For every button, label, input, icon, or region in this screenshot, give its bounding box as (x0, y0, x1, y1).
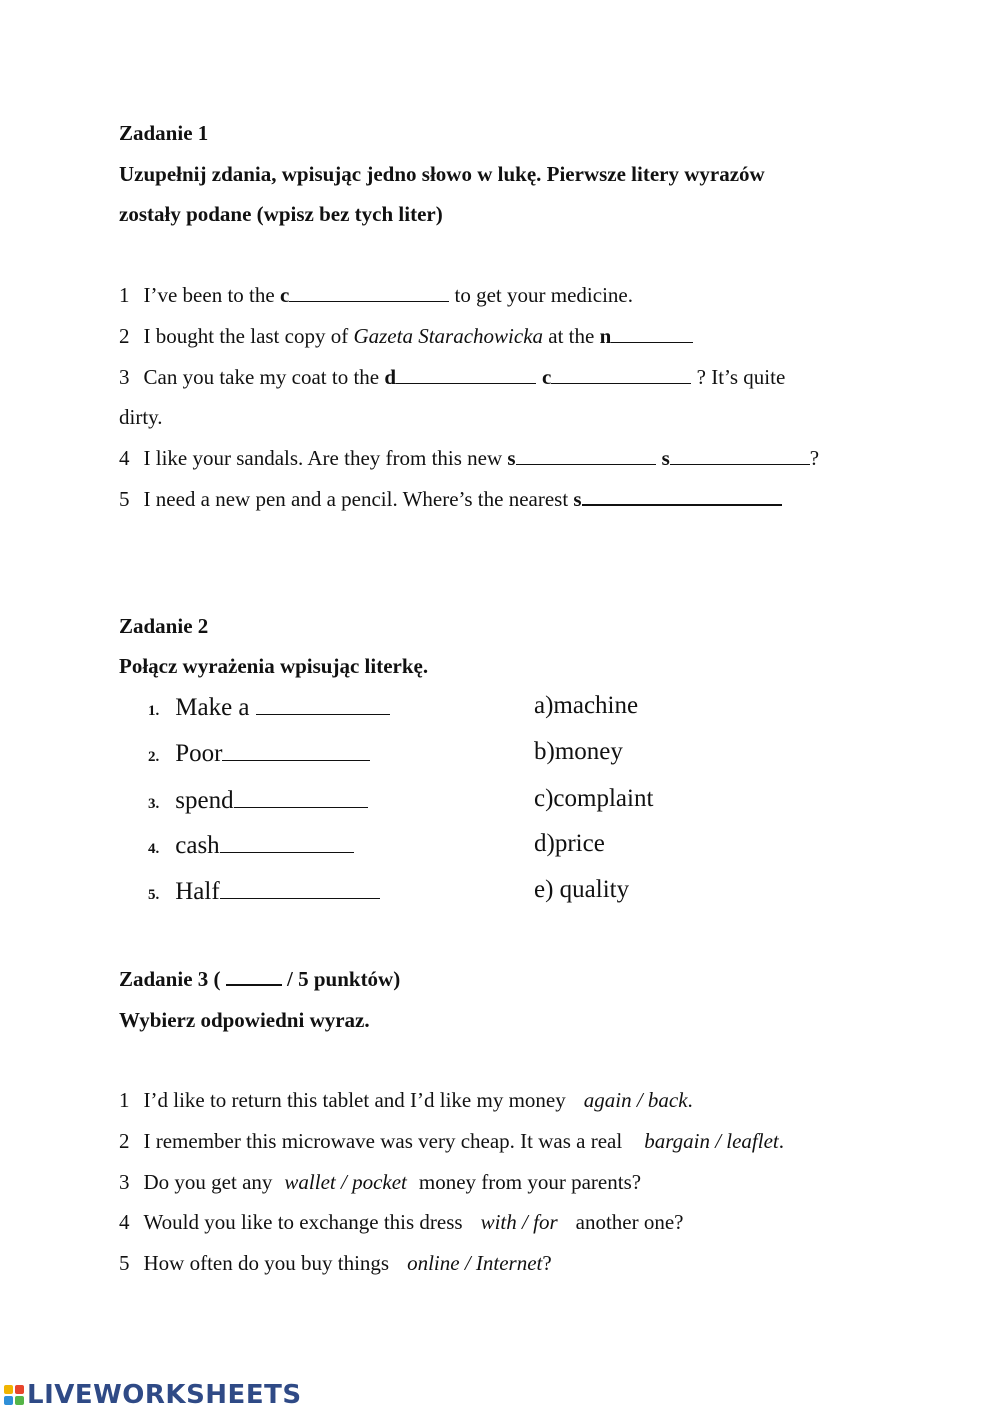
task3-sentence-3: 3 Do you get any wallet / pocket money from your parents? (119, 1170, 642, 1194)
task3-title: Zadanie 3 ( / 5 punktów) (119, 967, 401, 991)
choice-option[interactable]: online / Internet (407, 1251, 543, 1275)
gap-blank[interactable] (256, 713, 390, 715)
task1-sentence-5: 5 I need a new pen and a pencil. Where’s the nearest s (119, 487, 782, 512)
task1-sentence-2: 2 I bought the last copy of Gazeta Starachowicka at the n (119, 324, 693, 349)
task2-instruction: Połącz wyrażenia wpisując literkę. (119, 654, 429, 678)
task2-right-item-b: b)money (534, 738, 623, 765)
choice-option[interactable]: again / back (583, 1088, 688, 1112)
score-blank[interactable] (226, 983, 282, 986)
task3-sentence-4: 4 Would you like to exchange this dress with / for another one? (119, 1210, 684, 1234)
choice-option[interactable]: wallet / pocket (284, 1170, 407, 1194)
gap-blank[interactable] (551, 382, 691, 384)
brand-name: LIVEWORKSHEETS (27, 1380, 302, 1410)
task1-sentence-1: 1 I’ve been to the c to get your medicine. (119, 283, 633, 307)
gap-blank[interactable] (582, 503, 782, 506)
liveworksheets-logo[interactable] (4, 1382, 302, 1408)
task2-right-item-c: c)complaint (534, 785, 654, 812)
task2-title: Zadanie 2 (119, 614, 209, 638)
gap-blank[interactable] (670, 463, 810, 465)
task2-left-item-3: 3. spend (148, 787, 368, 815)
gap-blank[interactable] (396, 382, 536, 384)
task1-title: Zadanie 1 (119, 121, 209, 145)
task1-sentence-4: 4 I like your sandals. Are they from this new s s ? (119, 446, 820, 470)
task2-left-item-4: 4. cash (148, 832, 354, 860)
task2-right-item-e: e) quality (534, 876, 630, 903)
task1-instruction-line1: Uzupełnij zdania, wpisując jedno słowo w lukę. Pierwsze litery wyrazów (119, 162, 765, 186)
task2-left-item-1: 1. Make a (148, 694, 390, 722)
gap-blank[interactable] (222, 759, 370, 761)
gap-blank[interactable] (220, 897, 380, 899)
gap-blank[interactable] (234, 806, 368, 808)
liveworksheets-logo-icon (4, 1385, 24, 1405)
gap-blank[interactable] (289, 300, 449, 302)
gap-blank[interactable] (516, 463, 656, 465)
choice-option[interactable]: with / for (480, 1210, 558, 1234)
task2-right-item-a: a)machine (534, 692, 639, 719)
gap-blank[interactable] (611, 341, 693, 343)
task3-sentence-2: 2 I remember this microwave was very cheap. It was a real bargain / leaflet. (119, 1129, 785, 1153)
task1-instruction-line2: zostały podane (wpisz bez tych liter) (119, 202, 443, 226)
gap-blank[interactable] (220, 851, 354, 853)
task3-instruction: Wybierz odpowiedni wyraz. (119, 1008, 370, 1032)
task3-sentence-5: 5 How often do you buy things online / Internet? (119, 1251, 552, 1275)
task2-left-item-5: 5. Half (148, 878, 380, 906)
task1-sentence-3-wrap: dirty. (119, 405, 163, 429)
task2-left-item-2: 2. Poor (148, 740, 370, 768)
task1-sentence-3: 3 Can you take my coat to the d c ? It’s quite (119, 365, 786, 389)
task2-right-item-d: d)price (534, 830, 605, 857)
task3-sentence-1: 1 I’d like to return this tablet and I’d like my money again / back. (119, 1088, 693, 1112)
choice-option[interactable]: bargain / leaflet (644, 1129, 779, 1153)
